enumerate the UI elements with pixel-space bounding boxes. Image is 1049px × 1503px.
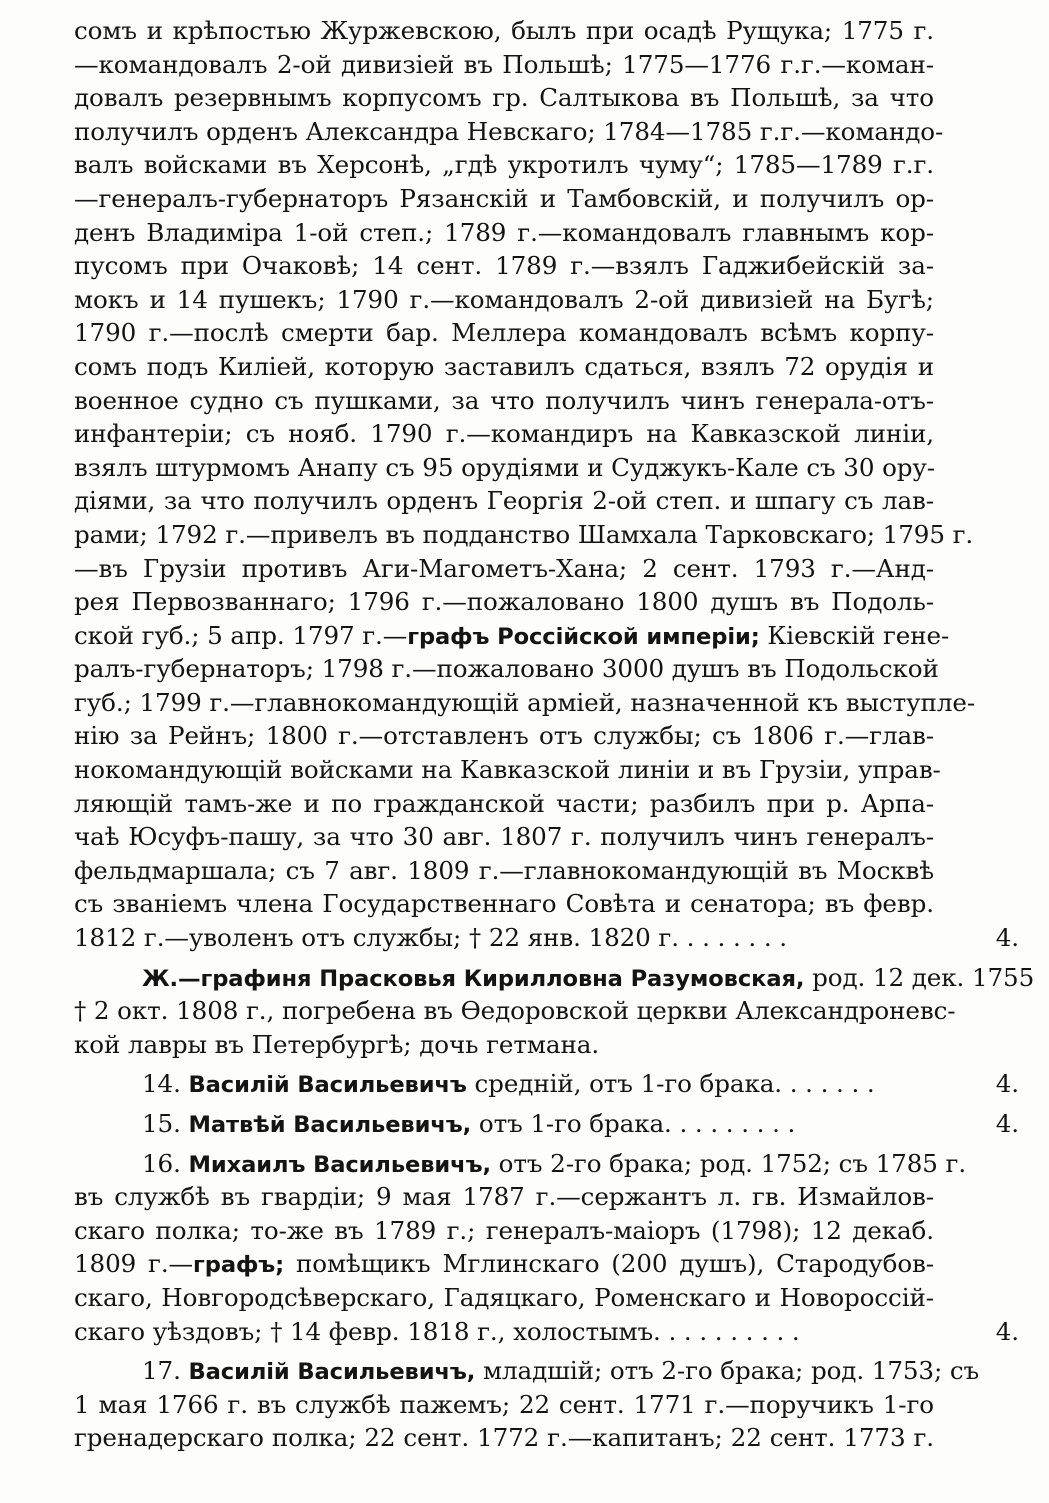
line-text: кой лавры въ Петербургѣ; дочь гетмана. <box>74 1029 600 1059</box>
text-line <box>74 451 934 485</box>
document-text <box>74 14 1035 1455</box>
text-line <box>74 1067 1019 1101</box>
line-text: отъ 2-го брака; род. 1752; съ 1785 г. <box>490 1148 967 1178</box>
text-line <box>74 1147 967 1181</box>
line-text: сомъ подъ Килiей, которую заставилъ сдаться, взялъ 72 орудiя и <box>74 351 934 381</box>
text-line <box>74 350 934 384</box>
line-text: скаго, Новгородсѣверскаго, Гадяцкаго, Роменскаго и Новороссiй- <box>74 1282 934 1312</box>
text-line <box>74 182 934 216</box>
line-text: ралъ-губернаторъ; 1798 г.—пожаловано 3000 душъ въ Подольской <box>74 654 939 684</box>
line-text: чаѣ Юсуфъ-пашу, за что 30 авг. 1807 г. получилъ чинъ генералъ- <box>74 822 934 852</box>
line-text: † 2 окт. 1808 г., погребена въ Ѳедоровской церкви Александроневс- <box>74 996 956 1026</box>
line-text: —въ Грузiи противъ Аги-Магометъ-Хана; 2 сент. 1793 г.—Анд- <box>74 553 934 583</box>
line-text: довалъ резервнымъ корпусомъ гр. Салтыкова въ Польшѣ, за что <box>74 83 934 113</box>
line-text: среднiй, отъ 1-го брака. . . . . . . <box>466 1069 875 1099</box>
line-text: —генералъ-губернаторъ Рязанскiй и Тамбовскiй, и получилъ ор- <box>74 183 934 213</box>
text-line <box>74 1421 934 1455</box>
text-line <box>74 1388 934 1422</box>
line-text: младшiй; отъ 2-го брака; род. 1753; съ <box>475 1356 980 1386</box>
line-text: отъ 1-го брака. . . . . . . . . <box>471 1109 796 1138</box>
line-text: 1809 г.— <box>74 1249 194 1279</box>
line-text: 14. <box>142 1069 189 1099</box>
text-line <box>74 1354 980 1388</box>
bold-text: Василiй Васильевичъ <box>188 1072 467 1099</box>
line-text: род. 12 дек. 1755 <box>804 962 1035 992</box>
line-text: сомъ и крѣпостью Журжевскою, былъ при осадѣ Рущука; 1775 г. <box>74 16 934 45</box>
line-text: помѣщикъ Мглинскаго (200 душъ), Стародубов- <box>284 1249 934 1279</box>
text-line <box>74 48 934 82</box>
text-line <box>74 1107 1019 1141</box>
text-line <box>74 887 934 921</box>
text-line <box>74 1180 934 1214</box>
text-line <box>74 787 934 821</box>
text-line <box>74 1028 934 1062</box>
text-line <box>74 1247 934 1281</box>
text-line <box>74 216 934 250</box>
line-text: Кiевскiй гене- <box>759 620 950 650</box>
line-text: 16. <box>142 1148 189 1178</box>
line-text: гренадерскаго полка; 22 сент. 1772 г.—капитанъ; 22 сент. 1773 г. <box>74 1423 934 1453</box>
line-text: рами; 1792 г.—привелъ въ подданство Шамхала Тарковскаго; 1795 г. <box>74 519 974 549</box>
text-line <box>74 585 934 619</box>
line-text: ляющiй тамъ-же и по гражданской части; разбилъ при р. Арпа- <box>74 788 934 818</box>
line-text: 17. <box>142 1356 189 1386</box>
text-line <box>74 753 941 787</box>
bold-text: Василiй Васильевичъ, <box>188 1359 476 1386</box>
bold-text: Матвѣй Васильевичъ, <box>188 1112 472 1138</box>
reference-number: 4. <box>995 1069 1019 1099</box>
text-line <box>74 384 934 418</box>
line-text: губ.; 1799 г.—главнокомандующiй армiей, назначенной къ выступле- <box>74 687 976 717</box>
line-text: валъ войсками въ Херсонѣ, „гдѣ укротилъ чуму“; 1785—1789 г.г. <box>74 150 934 180</box>
text-line <box>74 652 939 686</box>
line-text: денъ Владимiра 1-ой степ.; 1789 г.—командовалъ главнымъ кор- <box>74 217 934 247</box>
text-line <box>74 417 934 451</box>
text-line <box>74 484 934 518</box>
line-text: 1 мая 1766 г. въ службѣ пажемъ; 22 сент. 1771 г.—поручикъ 1-го <box>74 1389 934 1419</box>
text-line <box>74 820 934 854</box>
reference-number: 4. <box>995 1316 1019 1346</box>
text-line <box>74 14 934 48</box>
text-line <box>74 921 1019 955</box>
line-text: получилъ орденъ Александра Невскаго; 1784—1785 г.г.—командо- <box>74 116 944 146</box>
line-text: ской губ.; 5 апр. 1797 г.— <box>74 620 408 650</box>
text-line <box>74 1315 1019 1349</box>
line-text: мокъ и 14 пушекъ; 1790 г.—командовалъ 2-ой дивизiей на Бугѣ; <box>74 284 934 314</box>
line-text: скаго полка; то-же въ 1789 г.; генералъ-маiоръ (1798); 12 декаб. <box>74 1215 934 1245</box>
text-line <box>74 81 934 115</box>
reference-number: 4. <box>995 923 1019 953</box>
bold-text: Михаилъ Васильевичъ, <box>188 1151 491 1178</box>
text-line <box>74 316 934 350</box>
bold-text: Ж.—графиня Прасковья Кирилловна Разумовская, <box>142 965 805 992</box>
line-text: дiями, за что получилъ орденъ Георгiя 2-ой степ. и шпагу съ лав- <box>74 486 934 516</box>
line-text: взялъ штурмомъ Анапу съ 95 орудiями и Суджукъ-Кале съ 30 ору- <box>74 452 936 482</box>
line-text: съ званiемъ члена Государственнаго Совѣта и сенатора; въ февр. <box>74 889 934 919</box>
text-line <box>74 686 976 720</box>
text-line <box>74 115 944 149</box>
line-text: инфантерiи; съ нояб. 1790 г.—командиръ на Кавказской линiи, <box>74 419 934 449</box>
line-text: нiю за Рейнъ; 1800 г.—отставленъ отъ службы; съ 1806 г.—глав- <box>74 721 934 751</box>
text-line <box>74 854 934 888</box>
text-line <box>74 961 1035 995</box>
text-line <box>74 249 934 283</box>
bold-text: графъ; <box>193 1252 285 1279</box>
text-line <box>74 719 934 753</box>
line-text: пусомъ при Очаковѣ; 14 сент. 1789 г.—взялъ Гаджибейскiй за- <box>74 251 934 281</box>
text-line <box>74 1281 934 1315</box>
line-text: нокомандующiй войсками на Кавказской линiи и въ Грузiи, управ- <box>74 755 941 785</box>
line-text: въ службѣ въ гвардiи; 9 мая 1787 г.—сержантъ л. гв. Измайлов- <box>74 1182 934 1212</box>
text-line <box>74 148 934 182</box>
text-line <box>74 1214 934 1248</box>
line-text: —командовалъ 2-ой дивизiей въ Польшѣ; 1775—1776 г.г.—коман- <box>74 49 934 79</box>
text-line <box>74 552 934 586</box>
line-text: скаго уѣздовъ; † 14 февр. 1818 г., холостымъ. . . . . . . . . . <box>74 1316 800 1346</box>
bold-text: графъ Россiйской имперiи; <box>407 623 760 650</box>
line-text: 1790 г.—послѣ смерти бар. Меллера командовалъ всѣмъ корпу- <box>74 318 934 348</box>
line-text: рея Первозваннаго; 1796 г.—пожаловано 1800 душъ въ Подоль- <box>74 587 934 617</box>
line-text: военное судно съ пушками, за что получилъ чинъ генерала-отъ- <box>74 385 934 415</box>
line-text: 1812 г.—уволенъ отъ службы; † 22 янв. 1820 г. . . . . . . . <box>74 923 787 953</box>
text-line <box>74 518 974 552</box>
line-text: фельдмаршала; съ 7 авг. 1809 г.—главнокомандующiй въ Москвѣ <box>74 855 934 885</box>
reference-number: 4. <box>995 1109 1019 1138</box>
text-line <box>74 619 950 653</box>
line-text: 15. <box>142 1109 189 1138</box>
text-line <box>74 283 934 317</box>
text-line <box>74 994 956 1028</box>
